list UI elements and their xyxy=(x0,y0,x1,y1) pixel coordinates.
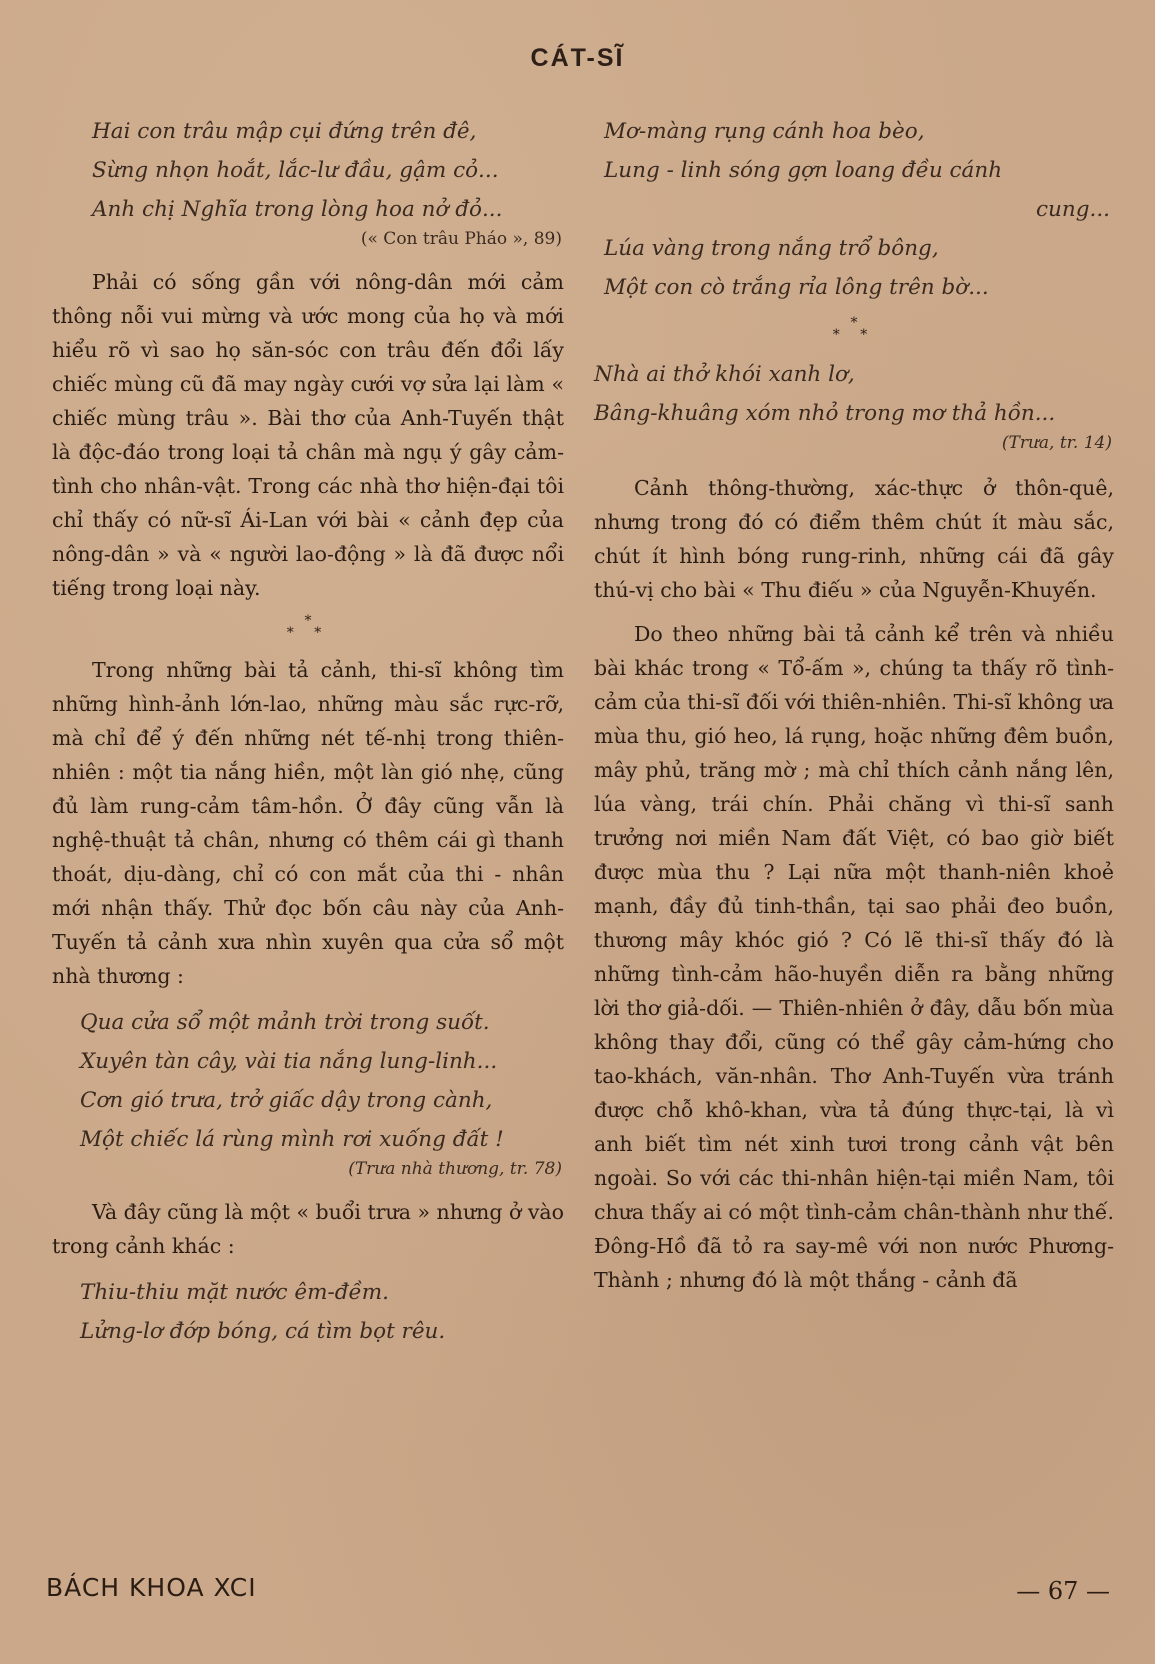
divider-stars: * * xyxy=(832,327,876,343)
poem-stanza xyxy=(52,112,564,229)
paragraph: Do theo những bài tả cảnh kể trên và nhiều bài khác trong « Tổ-ấm », chúng ta thấy rõ tình-cảm của thi-sĩ đối với thiên-nhiên. Thi-sĩ không ưa mùa thu, gió heo, lá rụng, hoặc những đêm buồn, mây phủ, trăng mờ ; mà chỉ thích cảnh nắng lên, lúa vàng, trái chín. Phải chăng vì thi-sĩ sanh trưởng nơi miền Nam đất Việt, có bao giờ biết được mùa thu ? Lại nữa một thanh-niên khoẻ mạnh, đầy đủ tinh-thần, tại sao phải đeo buồn, thương mây khóc gió ? Có lẽ thi-sĩ thấy đó là những tình-cảm hão-huyền diễn ra bằng những lời thơ giả-dối. — Thiên-nhiên ở đây, dẫu bốn mùa không thay đổi, cũng có thể gây cảm-hứng cho tao-khách, văn-nhân. Thơ Anh-Tuyến vừa tránh được chỗ khô-khan, vừa tả đúng thực-tại, là vì anh biết tìm nét xinh tươi trong cảnh vật bên ngoài. So với các thi-nhân hiện-tại miền Nam, tôi chưa thấy ai có một tình-cảm chân-thành như thế. Đông-Hồ đã tỏ ra say-mê với non nước Phương-Thành ; nhưng đó là một thắng - cảnh đã xyxy=(594,622,1114,1292)
paragraph: Cảnh thông-thường, xác-thực ở thôn-quê, nhưng trong đó có điểm thêm chút ít màu sắc, chút ít hình bóng rung-rinh, những cái đã gây thú-vị cho bài « Thu điếu » của Nguyễn-Khuyến. xyxy=(594,476,1114,602)
citation: (« Con trâu Pháo », 89) xyxy=(360,229,562,249)
poem-line: Lung - linh sóng gợn loang đều cánh xyxy=(604,158,1003,183)
poem-stanza xyxy=(594,355,1114,433)
poem-line: Hai con trâu mập cụi đứng trên đê, xyxy=(92,119,477,144)
poem-stanza xyxy=(594,112,1114,307)
page-header-title: CÁT-SĨ xyxy=(530,44,625,72)
poem-line-continuation: cung... xyxy=(1035,197,1110,222)
paragraph: Và đây cũng là một « buổi trưa » nhưng ở vào trong cảnh khác : xyxy=(52,1200,564,1258)
citation: (Trưa nhà thương, tr. 78) xyxy=(348,1159,562,1179)
page-number: — 67 — xyxy=(1016,1577,1110,1605)
poem-line: Lửng-lơ đớp bóng, cá tìm bọt rêu. xyxy=(80,1319,446,1344)
left-column xyxy=(52,112,564,1351)
poem-stanza xyxy=(52,1003,564,1159)
poem-line: Một con cò trắng rỉa lông trên bờ... xyxy=(604,275,989,300)
poem-stanza xyxy=(52,1273,564,1351)
poem-line: Bâng-khuâng xóm nhỏ trong mơ thả hồn... xyxy=(594,401,1056,426)
magazine-name: BÁCH KHOA XCI xyxy=(46,1573,257,1602)
poem-line: Thiu-thiu mặt nước êm-đềm. xyxy=(80,1280,389,1305)
section-divider xyxy=(52,615,564,639)
paragraph: Phải có sống gần với nông-dân mới cảm thông nỗi vui mừng và ước mong của họ và mới hiểu rõ vì sao họ săn-sóc con trâu đến đổi lấy chiếc mùng cũ đã may ngày cưới vợ sửa lại làm « chiếc mùng trâu ». Bài thơ của Anh-Tuyến thật là độc-đáo trong loại tả chân mà ngụ ý gây cảm-tình cho nhân-vật. Trong các nhà thơ hiện-đại tôi chỉ thấy có nữ-sĩ Ái-Lan với bài « cảnh đẹp của nông-dân » và « người lao-động » là đã được nổi tiếng trong loại này. xyxy=(52,270,564,600)
poem-line: Anh chị Nghĩa trong lòng hoa nở đỏ... xyxy=(92,197,503,222)
poem-line: Nhà ai thở khói xanh lơ, xyxy=(594,362,855,387)
paragraph: Trong những bài tả cảnh, thi-sĩ không tìm những hình-ảnh lớn-lao, những màu sắc rực-rỡ, mà chỉ để ý đến những nét tế-nhị trong thiên-nhiên : một tia nắng hiền, một làn gió nhẹ, cũng đủ làm rung-cảm tâm-hồn. Ở đây cũng vẫn là nghệ-thuật tả chân, nhưng có thêm cái gì thanh thoát, dịu-dàng, chỉ có con mắt của thi - nhân mới nhận thấy. Thử đọc bốn câu này của Anh-Tuyến tả cảnh xưa nhìn xuyên qua cửa sổ một nhà thương : xyxy=(52,658,564,988)
poem-line: Mơ-màng rụng cánh hoa bèo, xyxy=(604,119,925,144)
poem-line: Lúa vàng trong nắng trổ bông, xyxy=(604,236,939,261)
divider-star: * xyxy=(304,613,312,629)
poem-line: Sừng nhọn hoắt, lắc-lư đầu, gậm cỏ... xyxy=(92,158,499,183)
poem-line: Qua cửa sổ một mảnh trời trong suốt. xyxy=(80,1010,490,1035)
poem-line: Xuyên tàn cây, vài tia nắng lung-linh... xyxy=(80,1049,498,1074)
divider-stars: * * xyxy=(286,625,330,641)
right-column xyxy=(594,112,1114,1307)
divider-star: * xyxy=(850,315,858,331)
poem-line: Cơn gió trưa, trở giấc dậy trong cành, xyxy=(80,1088,493,1113)
poem-line: Một chiếc lá rùng mình rơi xuống đất ! xyxy=(80,1127,504,1152)
section-divider xyxy=(594,317,1114,341)
citation: (Trưa, tr. 14) xyxy=(1001,433,1112,453)
